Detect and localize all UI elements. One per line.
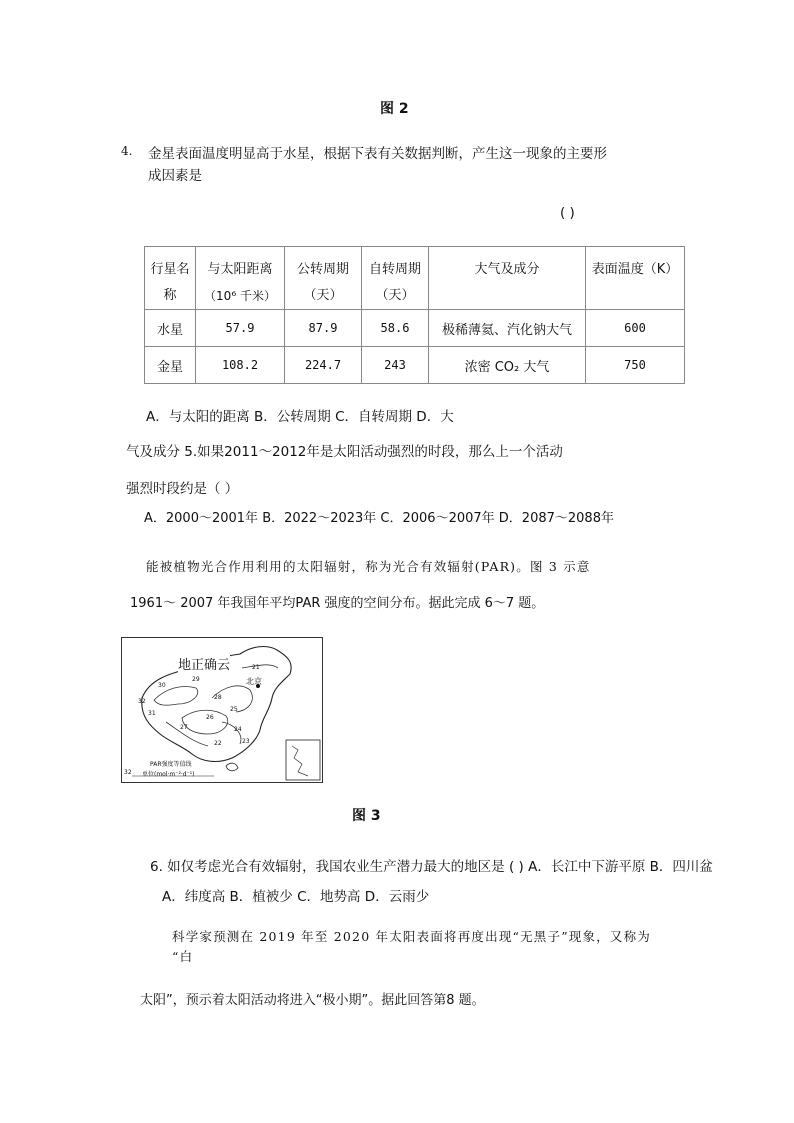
contour-label: 27 [180,724,188,731]
map-legend-title: PAR强度等值线 [150,761,192,768]
contour-label: 22 [214,740,222,747]
cell-distance: 108.2 [196,347,285,384]
map-legend-unit: 单位(mol·m⁻²·d⁻¹) [142,771,195,778]
cell-distance: 57.9 [196,310,285,347]
question-6-options: A．纬度高 B．植被少 C．地势高 D．云雨少 [162,889,430,905]
contour-label: 32 [138,698,146,705]
contour-label: 21 [252,664,260,671]
map-overlay-text: 地正确云 [178,654,230,673]
cell-temperature: 600 [586,310,685,347]
question-4-bracket: ( ) [560,205,575,221]
table-row [145,347,685,384]
contour-label: 26 [206,714,214,721]
header-distance: 与太阳距离 （10⁶ 千米） [196,247,285,310]
planet-data-table [144,246,685,384]
question-4-options: A．与太阳的距离 B．公转周期 C．自转周期 D．大 [146,409,454,425]
cell-atmosphere: 极稀薄氦、汽化钠大气 [429,310,586,347]
contour-label: 24 [234,726,242,733]
question-5-line2: 强烈时段约是（ ） [126,481,239,497]
cell-rotation: 243 [362,347,429,384]
figure-3-caption: 图 3 [352,808,381,824]
q8-intro-line1: 科学家预测在 2019 年至 2020 年太阳表面将再度出现“无黑子”现象，又称为 [172,929,651,944]
question-4-number: 4. [121,144,133,158]
contour-label: 25 [230,706,238,713]
cell-temperature: 750 [586,347,685,384]
map-legend-value: 32 [124,769,132,776]
contour-label: 28 [214,694,222,701]
cell-revolution: 224.7 [285,347,362,384]
figure-2-caption: 图 2 [380,101,409,117]
question-5-options: A．2000～2001年 B．2022～2023年 C．2006～2007年 D．2087～2088年 [144,511,614,526]
cell-atmosphere: 浓密 CO₂ 大气 [429,347,586,384]
question-4-line1: 金星表面温度明显高于水星，根据下表有关数据判断，产生这一现象的主要形 [148,146,607,162]
header-temperature: 表面温度（K） [586,247,685,310]
contour-label: 31 [148,710,156,717]
cell-name: 金星 [145,347,196,384]
header-rotation: 自转周期 （天） [362,247,429,310]
par-map-figure [121,637,323,783]
header-revolution: 公转周期 （天） [285,247,362,310]
map-city-label: 北京 [246,677,262,686]
header-atmosphere: 大气及成分 [429,247,586,310]
cell-revolution: 87.9 [285,310,362,347]
cell-name: 水星 [145,310,196,347]
cell-rotation: 58.6 [362,310,429,347]
q8-intro-line2: “白 [172,949,194,964]
contour-label: 23 [242,738,250,745]
contour-label: 29 [192,676,200,683]
table-row [145,310,685,347]
question-6-line1: 6. 如仅考虑光合有效辐射，我国农业生产潜力最大的地区是 ( ) A．长江中下游平原 B．四川盆 [150,859,713,875]
q8-intro-line3: 太阳”，预示着太阳活动将进入“极小期”。据此回答第8 题。 [140,993,485,1008]
par-intro-line1: 能被植物光合作用利用的太阳辐射，称为光合有效辐射(PAR)。图 3 示意 [146,559,591,574]
table-header-row [145,247,685,310]
question-5-line1: 气及成分 5.如果2011～2012年是太阳活动强烈的时段，那么上一个活动 [126,444,563,460]
header-planet-name: 行星名称 [145,247,196,310]
question-4-line2: 成因素是 [148,168,202,184]
contour-label: 30 [158,682,166,689]
par-intro-line2: 1961～ 2007 年我国年平均PAR 强度的空间分布。据此完成 6～7 题。 [130,596,545,611]
